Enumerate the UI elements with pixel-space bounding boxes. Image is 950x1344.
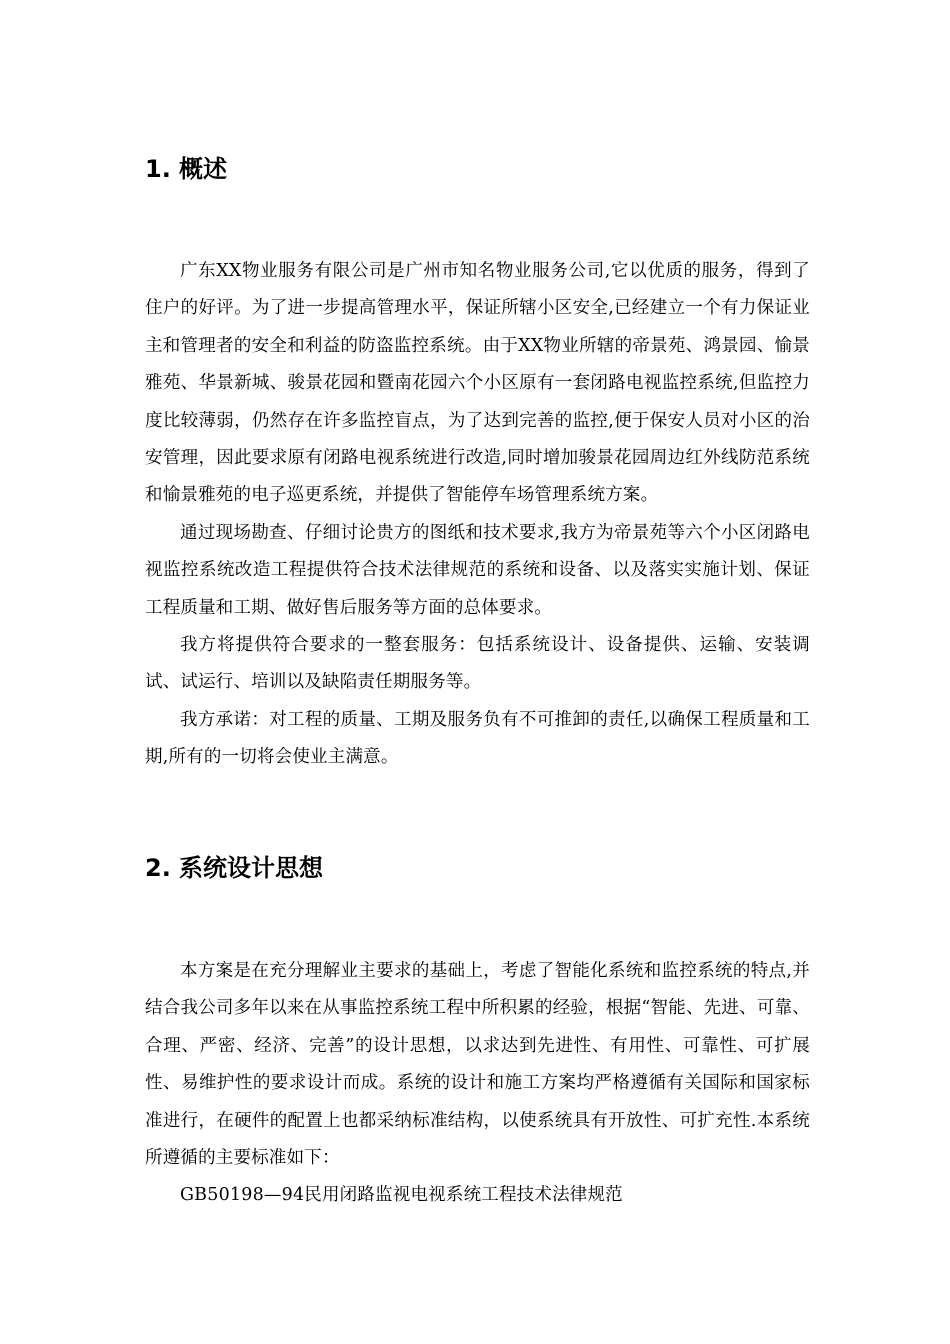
section-1-paragraph-4: 我方承诺：对工程的质量、工期及服务负有不可推卸的责任,以确保工程质量和工期,所有的一切将会使业主满意。 xyxy=(145,709,810,768)
section-1-heading xyxy=(145,152,227,186)
section-1-number: 1. xyxy=(145,155,171,183)
section-1-body xyxy=(145,253,810,777)
section-2-heading xyxy=(145,851,323,885)
section-2-title: 系统设计思想 xyxy=(179,854,323,882)
section-1-paragraph-3: 我方将提供符合要求的一整套服务：包括系统设计、设备提供、运输、安装调试、试运行、培训以及缺陷责任期服务等。 xyxy=(145,635,810,693)
section-2-body xyxy=(145,953,810,1215)
section-2-number: 2. xyxy=(145,854,171,882)
section-1-paragraph-1: 广东XX物业服务有限公司是广州市知名物业服务公司,它以优质的服务，得到了住户的好评。为了进一步提高管理水平，保证所辖小区安全,已经建立一个有力保证业主和管理者的安全和利益的防盗监控系统。由于XX物业所辖的帝景苑、鸿景园、愉景雅苑、华景新城、骏景花园和暨南花园六个小区原有一套闭路电视监控系统,但监控力度比较薄弱，仍然存在许多监控盲点，为了达到完善的监控,便于保安人员对小区的治安管理，因此要求原有闭路电视系统进行改造,同时增加骏景花园周边红外线防范系统和愉景雅苑的电子巡更系统，并提供了智能停车场管理系统方案。 xyxy=(145,261,810,506)
section-2-paragraph-1: 本方案是在充分理解业主要求的基础上，考虑了智能化系统和监控系统的特点,并结合我公司多年以来在从事监控系统工程中所积累的经验，根据“智能、先进、可靠、合理、严密、经济、完善”的设计思想，以求达到先进性、有用性、可靠性、可扩展性、易维护性的要求设计而成。系统的设计和施工方案均严格遵循有关国际和国家标准进行，在硬件的配置上也都采纳标准结构，以使系统具有开放性、可扩充性.本系统所遵循的主要标准如下： xyxy=(145,961,810,1169)
section-2-paragraph-2: GB50198—94民用闭路监视电视系统工程技术法律规范 xyxy=(180,1185,623,1206)
section-1-title: 概述 xyxy=(179,155,227,183)
section-1-paragraph-2: 通过现场勘查、仔细讨论贵方的图纸和技术要求,我方为帝景苑等六个小区闭路电视监控系统改造工程提供符合技术法律规范的系统和设备、以及落实实施计划、保证工程质量和工期、做好售后服务等方面的总体要求。 xyxy=(145,522,810,618)
